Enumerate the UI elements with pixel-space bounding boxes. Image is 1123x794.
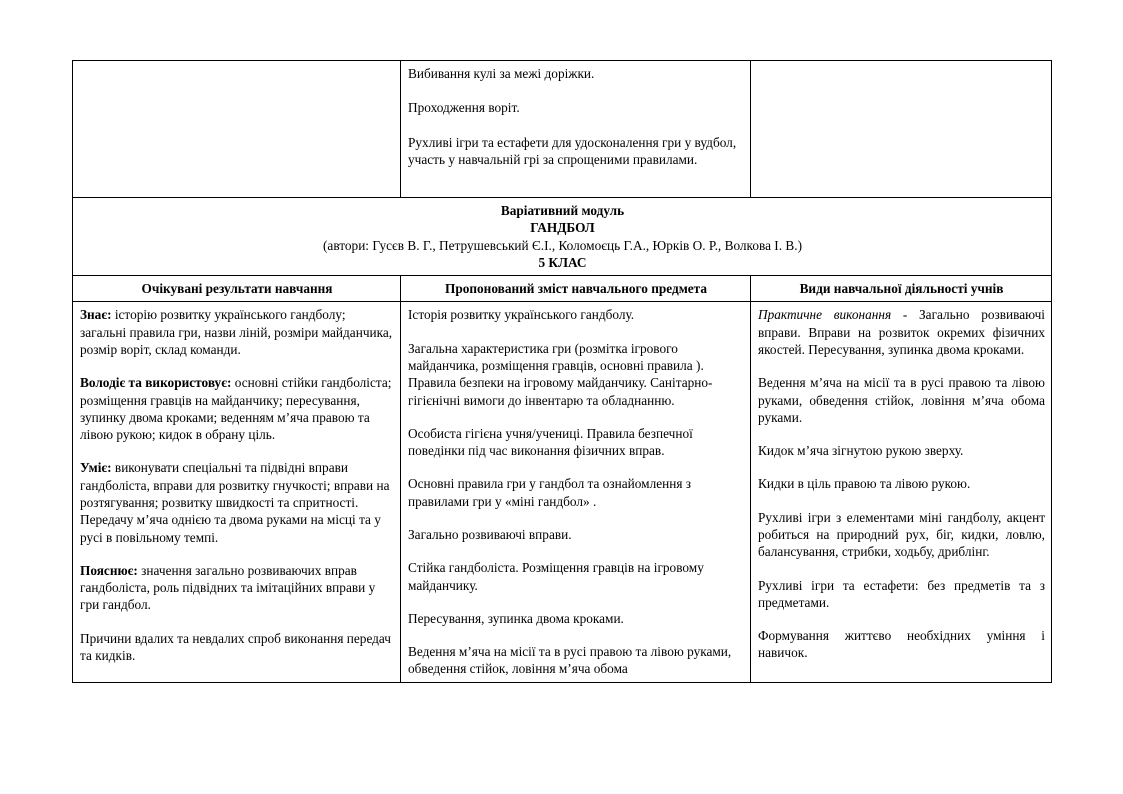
expected-results-paragraph xyxy=(80,630,394,665)
learning-activity-text: - Загально розвиваючі вправи. Вправи на розвиток окремих фізичних якостей. Пересування, зупинка двома кроками. xyxy=(758,307,1045,357)
expected-results-lead: Уміє: xyxy=(80,460,112,476)
proposed-content-paragraph: Загально розвиваючі вправи. xyxy=(408,526,572,542)
proposed-content-paragraph: Особиста гігієна учня/учениці. Правила безпечної поведінки під час виконання фізичних вправ. xyxy=(408,425,693,459)
expected-results-text: Причини вдалих та невдалих спроб виконання передач та кидків. xyxy=(80,630,391,663)
column-header-learning-activities: Види навчальної діяльності учнів xyxy=(751,276,1052,302)
module-name-label: ГАНДБОЛ xyxy=(530,220,595,236)
module-authors-label: (автори: Гусєв В. Г., Петрушевський Є.І., Коломоєць Г.А., Юрків О. Р., Волкова І. В.) xyxy=(322,237,803,253)
expected-results-text: основні стійки гандболіста; розміщення гравців на майданчику; пересування, зупинку двома кроками; веденням м’яча правою та лівою рукою; кидок в обрану ціль. xyxy=(80,375,392,443)
cell-proposed-content xyxy=(401,302,751,682)
continuation-paragraph: Рухливі ігри та естафети для удосконалення гри у вудбол, участь у навчальній грі за спрощеними правилами. xyxy=(408,134,737,168)
continuation-paragraph: Проходження воріт. xyxy=(408,100,520,116)
expected-results-paragraph xyxy=(80,374,394,443)
learning-activity-text: Формування життєво необхідних уміння і навичок. xyxy=(758,628,1045,661)
column-header-expected-results: Очікувані результати навчання xyxy=(73,276,401,302)
proposed-content-paragraph: Історія розвитку українського гандболу. xyxy=(408,307,635,323)
continuation-cell-content xyxy=(401,61,751,198)
learning-activity-text: Кидки в ціль правою та лівою рукою. xyxy=(758,476,971,492)
learning-activity-text: Рухливі ігри та естафети: без предметів та з предметами. xyxy=(758,577,1045,610)
expected-results-text: історію розвитку українського гандболу; загальні правила гри, назви ліній, розміри майданчика, розмір воріт, склад команди. xyxy=(80,307,393,357)
continuation-cell-empty-right xyxy=(751,61,1052,198)
column-header-proposed-content: Пропонований зміст навчального предмета xyxy=(401,276,751,302)
learning-activity-text: Кидок м’яча зігнутою рукою зверху. xyxy=(758,443,964,459)
expected-results-text: значення загально розвиваючих вправ гандболіста, роль підвідних та імітаційних вправи у гри гандбол. xyxy=(80,562,376,613)
learning-activity-paragraph xyxy=(758,374,1045,426)
continuation-paragraph: Вибивання кулі за межі доріжки. xyxy=(408,66,595,81)
table-row-body xyxy=(73,302,1052,682)
cell-learning-activities xyxy=(751,302,1052,682)
learning-activity-paragraph xyxy=(758,306,1045,358)
learning-activity-paragraph xyxy=(758,509,1045,561)
expected-results-paragraph xyxy=(80,459,394,545)
proposed-content-paragraph: Загальна характеристика гри (розмітка ігрового майданчика, розміщення гравців, основні правила ). Правила безпеки на ігровому майданчику. Санітарно-гігієнічні вимоги до інвентарю та обладнанню. xyxy=(408,340,713,408)
proposed-content-paragraph: Пересування, зупинка двома кроками. xyxy=(408,610,624,626)
table-row-module-banner xyxy=(73,198,1052,276)
expected-results-paragraph xyxy=(80,306,394,358)
expected-results-lead: Володіє та використовує: xyxy=(80,375,232,391)
module-type-label: Варіативний модуль xyxy=(500,203,625,218)
expected-results-lead: Пояснює: xyxy=(80,562,138,578)
expected-results-lead: Знає: xyxy=(80,307,112,323)
expected-results-text: виконувати спеціальні та підвідні вправи гандболіста, вправи для розвитку гнучкості; вправи на розтягування; розвитку швидкості та спритності. Передачу м’яча однією та двома руками на місці та у русі в повільному темпі. xyxy=(80,460,390,545)
learning-activity-text: Рухливі ігри з елементами міні гандболу, акцент робиться на природний рух, біг, кидки, ловлю, балансування, стрибки, ходьбу, дриблінг. xyxy=(758,509,1045,560)
learning-activity-paragraph xyxy=(758,475,1045,492)
proposed-content-paragraph: Основні правила гри у гандбол та ознайомлення з правилами гри у «міні гандбол» . xyxy=(408,476,692,509)
learning-activity-paragraph xyxy=(758,577,1045,612)
proposed-content-paragraph: Ведення м’яча на місії та в русі правою та лівою руками, обведення стійок, ловіння м’яча обома xyxy=(408,644,732,677)
continuation-cell-empty-left xyxy=(73,61,401,198)
module-grade-label: 5 КЛАС xyxy=(538,254,587,270)
learning-activity-paragraph xyxy=(758,442,1045,459)
module-banner xyxy=(73,198,1052,276)
table-row-continuation xyxy=(73,61,1052,198)
expected-results-paragraph xyxy=(80,562,394,614)
proposed-content-paragraph: Стійка гандболіста. Розміщення гравців на ігровому майданчику. xyxy=(408,560,704,593)
learning-activity-paragraph xyxy=(758,627,1045,662)
table-row-column-headers xyxy=(73,276,1052,302)
curriculum-table xyxy=(72,60,1052,683)
cell-expected-results xyxy=(73,302,401,682)
learning-activity-text: Ведення м’яча на місії та в русі правою та лівою руками, обведення стійок, ловіння м’яча обома руками. xyxy=(758,375,1045,425)
learning-activity-italic-lead: Практичне виконання xyxy=(758,307,892,323)
